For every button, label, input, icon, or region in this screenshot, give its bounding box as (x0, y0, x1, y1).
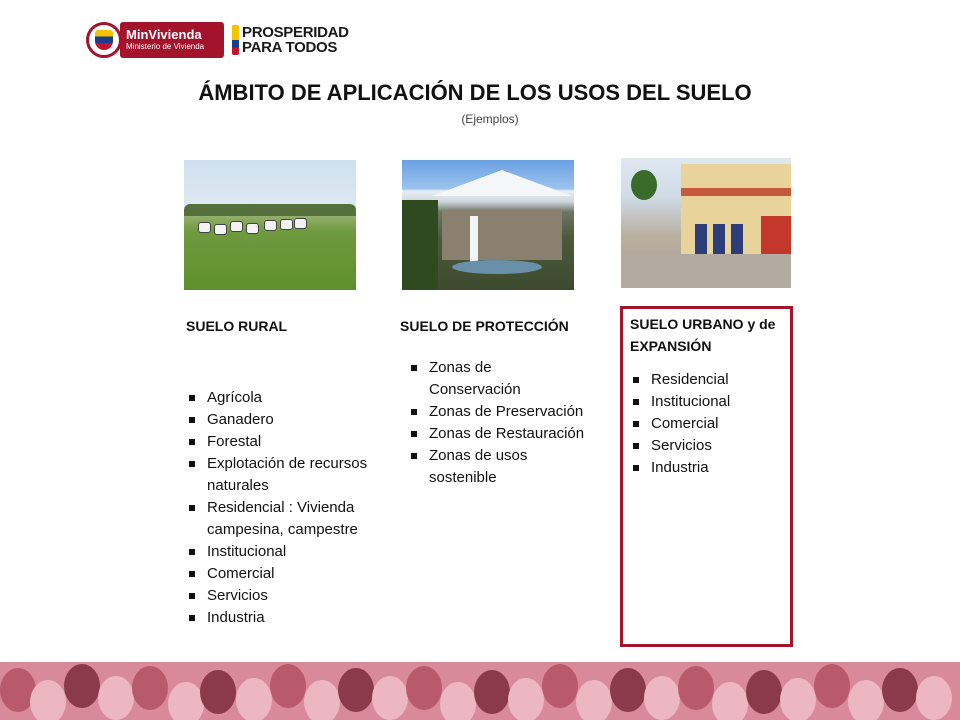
rural-field-cows-photo (184, 160, 356, 290)
list-item: Zonas de usos sostenible (408, 445, 585, 489)
page-title: ÁMBITO DE APLICACIÓN DE LOS USOS DEL SUELO (198, 80, 752, 105)
bullet-list (186, 387, 396, 629)
urban-street-buildings-photo (621, 158, 791, 288)
list-item: Institucional (186, 541, 396, 563)
list-item: Zonas de Conservación (408, 357, 585, 401)
minvivienda-logo (120, 22, 224, 58)
column-heading: SUELO RURAL (186, 318, 288, 334)
column-suelo-proteccion (400, 315, 585, 489)
prosperidad-logo-line2: PARA TODOS (242, 39, 338, 56)
list-item: Industria (186, 607, 396, 629)
colombia-flag-icon (232, 25, 239, 55)
bullet-list (630, 369, 790, 479)
header-logos (86, 20, 349, 60)
list-item: Forestal (186, 431, 396, 453)
list-item: Zonas de Preservación (408, 401, 585, 423)
minvivienda-logo-subtitle: Ministerio de Vivienda (126, 42, 205, 51)
column-heading: SUELO DE PROTECCIÓN (400, 318, 569, 334)
list-item: Ganadero (186, 409, 396, 431)
list-item: Institucional (630, 391, 790, 413)
bullet-list (400, 357, 585, 489)
minvivienda-logo-title: MinVivienda (126, 27, 202, 42)
column-suelo-urbano (630, 313, 790, 479)
list-item: Residencial : Vivienda campesina, campestre (186, 497, 396, 541)
list-item: Comercial (630, 413, 790, 435)
column-heading: SUELO URBANO y de EXPANSIÓN (630, 316, 776, 354)
page-subtitle: (Ejemplos) (461, 112, 519, 126)
list-item: Residencial (630, 369, 790, 391)
crowd-banner-image (0, 662, 960, 720)
prosperidad-logo-line1: PROSPERIDAD (242, 24, 349, 41)
list-item: Comercial (186, 563, 396, 585)
list-item: Zonas de Restauración (408, 423, 585, 445)
list-item: Servicios (630, 435, 790, 457)
list-item: Industria (630, 457, 790, 479)
list-item: Explotación de recursos naturales (186, 453, 396, 497)
colombia-coat-of-arms-icon (86, 22, 122, 58)
list-item: Servicios (186, 585, 396, 607)
prosperidad-logo (232, 22, 349, 58)
volcano-waterfall-photo (402, 160, 574, 290)
list-item: Agrícola (186, 387, 396, 409)
column-suelo-rural (186, 315, 396, 629)
